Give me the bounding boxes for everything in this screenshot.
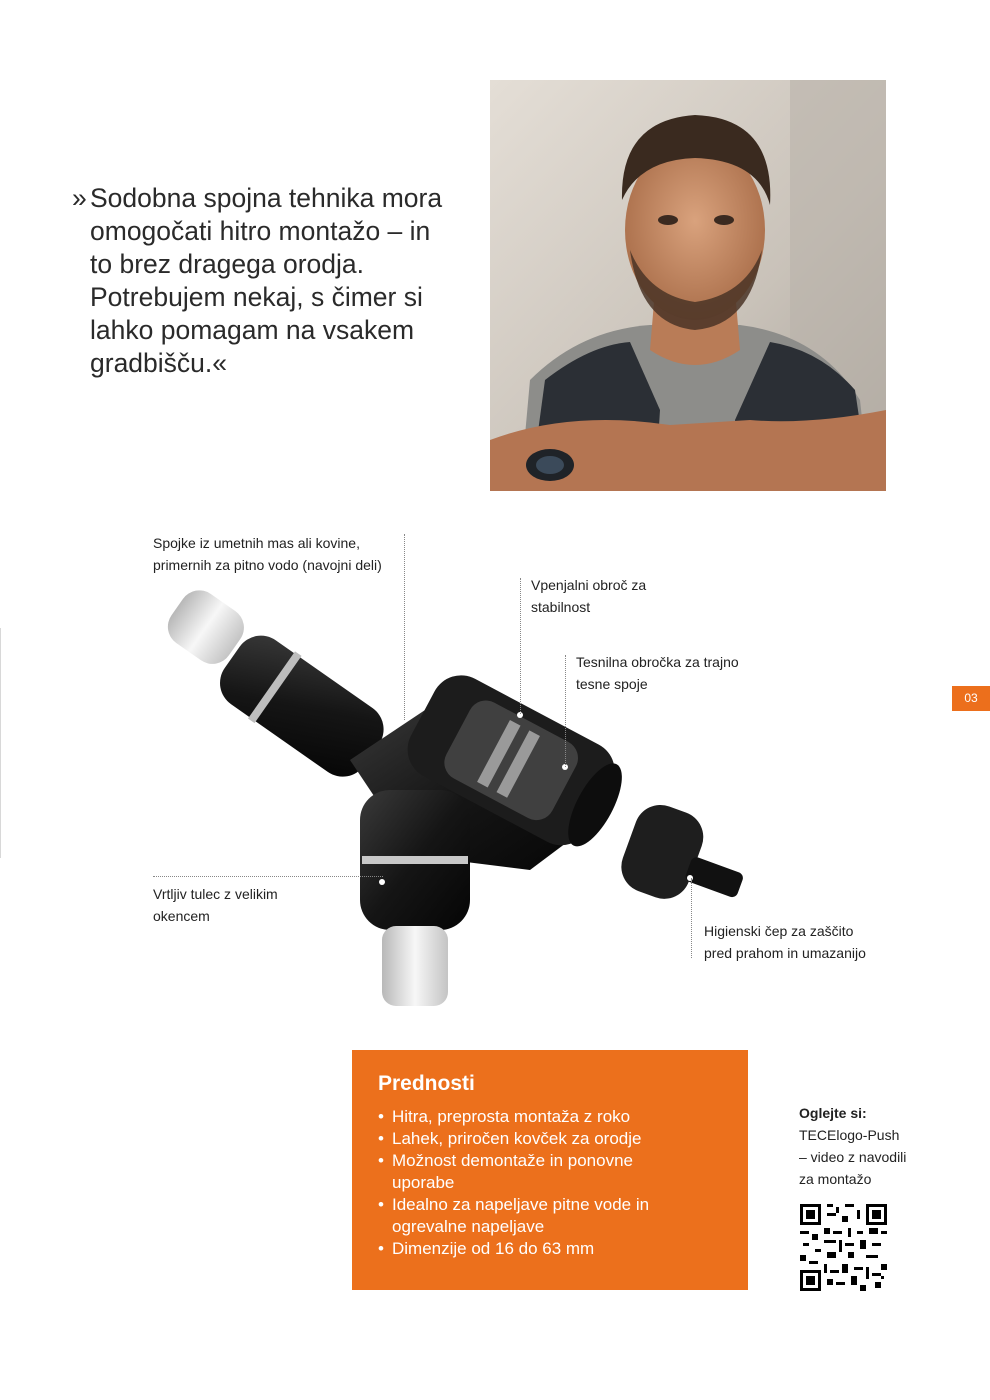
fitting-svg [150,560,770,1030]
testimonial-quote [72,182,472,380]
see-also-line: TECElogo-Push [799,1127,900,1143]
portrait-illustration [490,80,886,491]
callout-seal [576,651,739,695]
leader-line [691,878,692,958]
page-number-tab: 03 [952,686,990,711]
quote-line: gradbišču.« [90,348,228,378]
callout-line: tesne spoje [576,676,648,692]
quote-line: omogočati hitro montažo – in [90,216,431,246]
callout-sleeve [153,883,278,927]
leader-line [153,876,383,877]
quote-line: Potrebujem nekaj, s čimer si [90,282,423,312]
list-item: • Lahek, priročen kovček za orodje [378,1128,722,1150]
callout-line: primernih za pitno vodo (navojni deli) [153,557,382,573]
leader-line [565,655,566,767]
callout-line: Higienski čep za zaščito [704,923,854,939]
leader-line [520,578,521,714]
callout-line: Tesnilna obročka za trajno [576,654,739,670]
callout-line: Vrtljiv tulec z velikim [153,886,278,902]
advantages-list [378,1106,722,1260]
callout-line: okencem [153,908,210,924]
advantages-box [352,1050,748,1290]
see-also-title: Oglejte si: [799,1105,867,1121]
quote-line: lahko pomagam na vsakem [90,315,415,345]
list-item: • Idealno za napeljave pitne vode in ogrevalne napeljave [378,1194,682,1238]
list-item: • Možnost demontaže in ponovne uporabe [378,1150,662,1194]
callout-line: Vpenjalni obroč za [531,577,647,593]
callout-line: Spojke iz umetnih mas ali kovine, [153,535,360,551]
callout-line: pred prahom in umazanijo [704,945,866,961]
push-fitting-illustration [150,560,770,1030]
qr-code-icon[interactable] [800,1204,887,1291]
callout-line: stabilnost [531,599,591,615]
installer-portrait-photo [490,80,886,491]
margin-rule [0,628,1,858]
list-item: • Dimenzije od 16 do 63 mm [378,1238,722,1260]
quote-line: to brez dragega orodja. [90,249,365,279]
callout-cap [704,920,866,964]
quote-line: Sodobna spojna tehnika mora [90,183,443,213]
see-also-line: – video z navodili [799,1149,907,1165]
leader-line [404,534,405,720]
quote-open-mark: » [72,183,87,213]
advantages-title: Prednosti [378,1072,475,1095]
see-also [799,1102,939,1190]
list-item: • Hitra, preprosta montaža z roko [378,1106,722,1128]
callout-clamp-ring [531,574,646,618]
see-also-line: za montažo [799,1171,872,1187]
callout-fittings [153,532,382,576]
